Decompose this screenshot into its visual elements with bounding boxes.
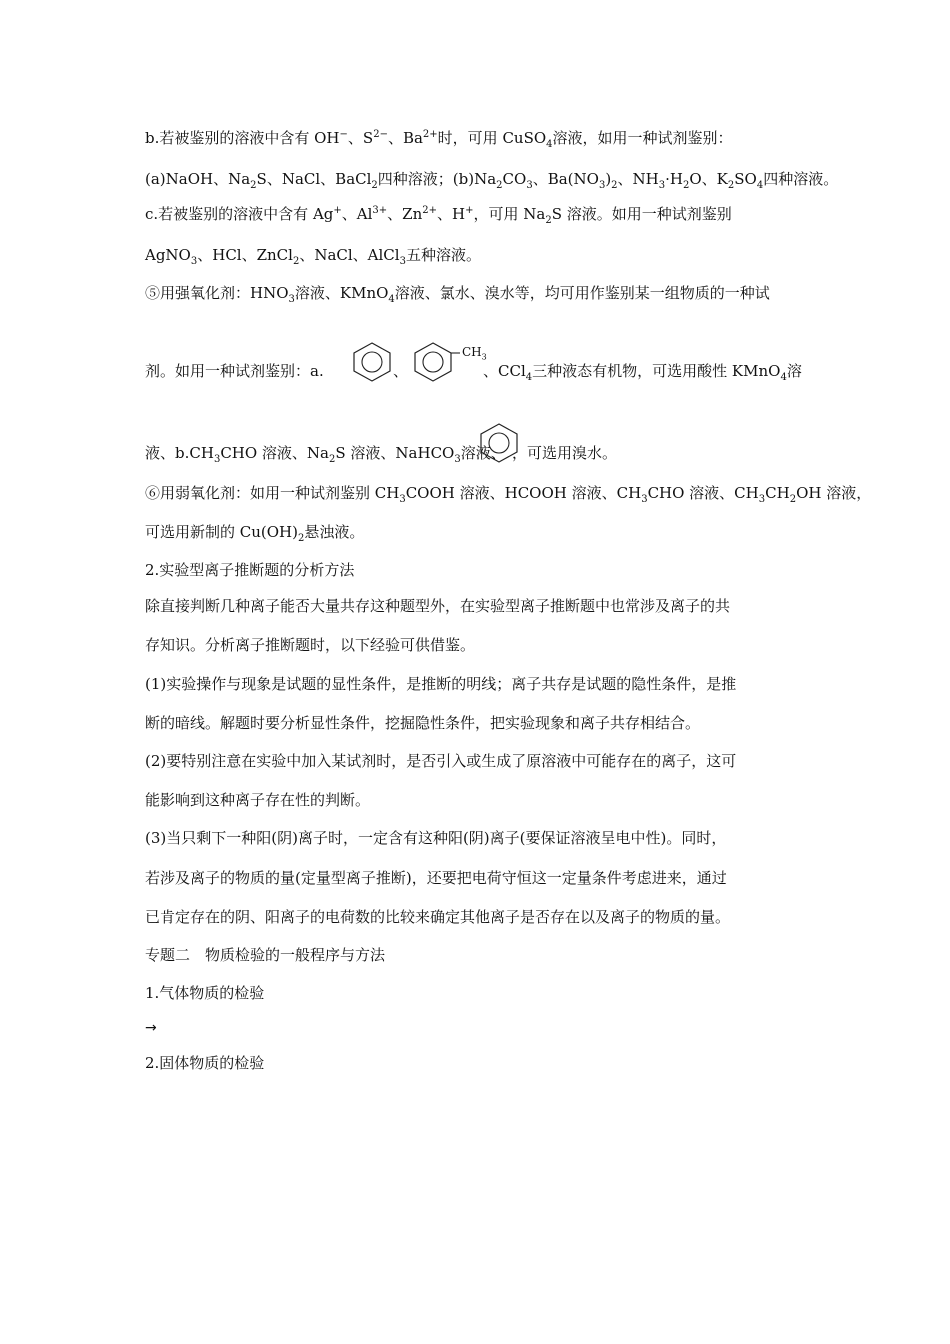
line-item5-reagent-b-post: ，可选用溴水。 xyxy=(512,444,618,462)
line-item5-reagent-b: 液、$b.CH_3CHO$ 溶液、$Na_2S$ 溶液、NaHCO$_3$溶液、 xyxy=(145,444,506,465)
paragraph-line: (1)实验操作与现象是试题的显性条件，是推断的明线；离子共存是试题的隐性条件，是推 xyxy=(145,675,737,693)
paragraph-line: 除直接判断几种离子能否大量共存这种题型外，在实验型离子推断题中也常涉及离子的共 xyxy=(145,597,731,615)
subsection-title-solid: 2.固体物质的检验 xyxy=(145,1054,265,1072)
paragraph-line: 断的暗线。解题时要分析显性条件，挖掘隐性条件，把实验现象和离子共存相结合。 xyxy=(145,714,701,732)
benzene-ring-icon xyxy=(349,340,395,388)
paragraph-line: (2)要特别注意在实验中加入某试剂时，是否引入或生成了原溶液中可能存在的离子，这可 xyxy=(145,752,737,770)
line-c-example: AgNO$_3$、HCl、ZnCl$_2$、NaCl、AlCl$_3$五种溶液。 xyxy=(145,246,481,267)
toluene-methyl-label: $CH_3$ xyxy=(462,345,487,362)
arrow-icon: → xyxy=(145,1020,157,1036)
section-title-ion-inference: 2.实验型离子推断题的分析方法 xyxy=(145,561,355,579)
paragraph-line: 若涉及离子的物质的量(定量型离子推断)，还要把电荷守恒这一定量条件考虑进来，通过 xyxy=(145,869,727,887)
line-item6: ⑥用弱氧化剂：如用一种试剂鉴别 $CH_3COOH$ 溶液、HCOOH 溶液、$CH_3CHO$ 溶液、$CH_3CH_2OH$ 溶液， xyxy=(145,484,872,505)
line-b-intro: b.若被鉴别的溶液中含有 OH−、$S^{2-}$、$Ba^{2+}$时，可用 CuSO$_4$溶液，如用一种试剂鉴别： xyxy=(145,129,733,150)
paragraph-line: 已肯定存在的阴、阳离子的电荷数的比较来确定其他离子是否存在以及离子的物质的量。 xyxy=(145,908,731,926)
topic-title: 专题二 物质检验的一般程序与方法 xyxy=(145,946,386,964)
paragraph-line: 存知识。分析离子推断题时，以下经验可供借鉴。 xyxy=(145,636,476,654)
line-item5-reagent-a-post: 、CCl$_4$三种液态有机物，可选用酸性 KMnO$_4$溶 xyxy=(483,362,802,383)
line-item6-cont: 可选用新制的 $Cu(OH)_2$悬浊液。 xyxy=(145,523,365,544)
line-item5-reagent-a: 剂。如用一种试剂鉴别：a. xyxy=(145,362,324,380)
line-item5: ⑤用强氧化剂：$HNO_3$溶液、KMnO$_4$溶液、氯水、溴水等，均可用作鉴别某一组物质的一种试 xyxy=(145,284,770,305)
subsection-title-gas: 1.气体物质的检验 xyxy=(145,984,265,1002)
line-b-example: (a)NaOH、$Na_2S$、NaCl、BaCl$_2$四种溶液；$(b)Na_2CO_3$、$Ba(NO_3)_2$、$NH_3\cdot H_2O$、$K_2SO_4$四种溶液。 xyxy=(145,170,839,191)
paragraph-line: (3)当只剩下一种阳(阴)离子时，一定含有这种阳(阴)离子(要保证溶液呈电中性)。同时， xyxy=(145,829,727,847)
line-c-intro: c.若被鉴别的溶液中含有 Ag+、$Al^{3+}$、$Zn^{2+}$、H+，可用 $Na_2S$ 溶液。如用一种试剂鉴别 xyxy=(145,205,732,226)
comma-separator: 、 xyxy=(393,362,409,380)
paragraph-line: 能影响到这种离子存在性的判断。 xyxy=(145,791,371,809)
